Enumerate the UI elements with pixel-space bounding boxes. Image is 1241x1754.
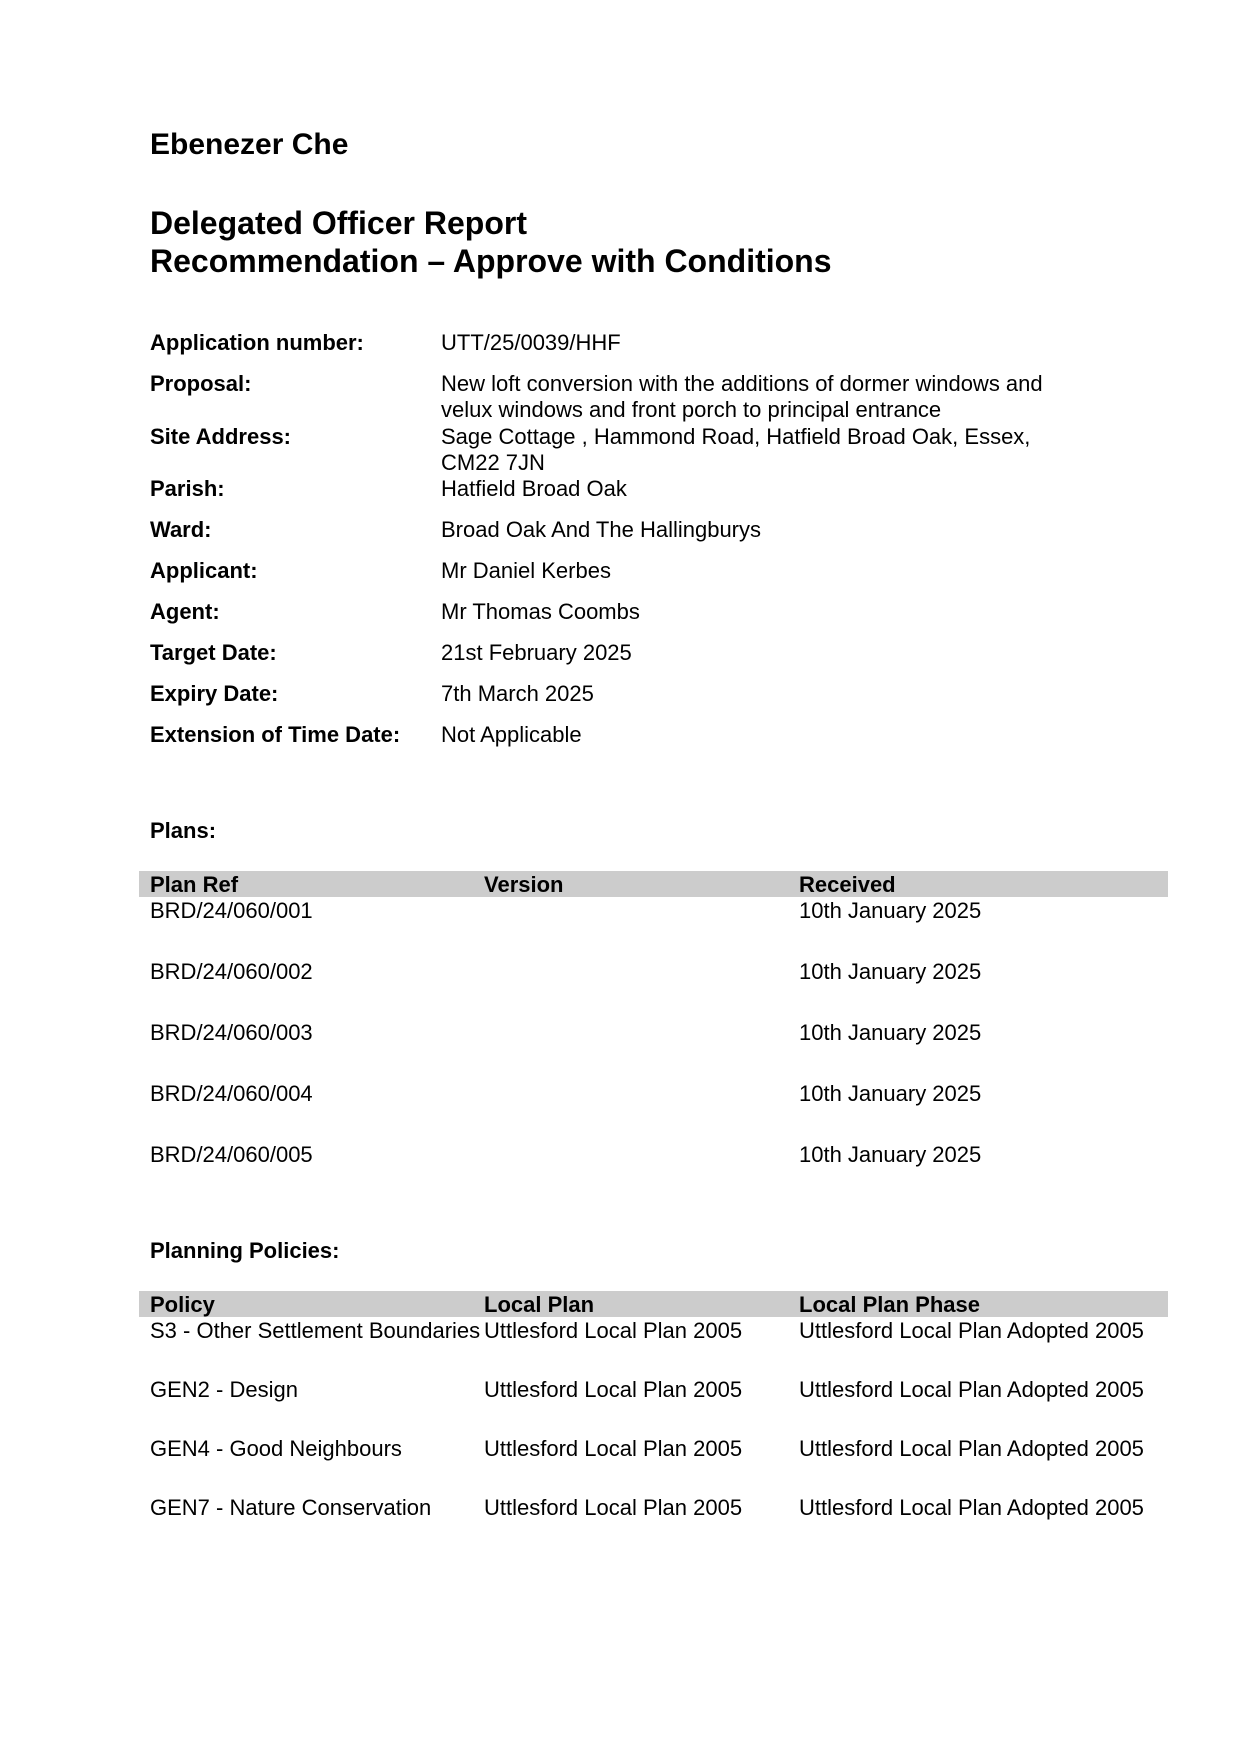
detail-row — [150, 330, 1100, 371]
detail-row — [150, 722, 1100, 763]
table-row — [139, 1019, 1168, 1080]
table-row — [139, 1317, 1168, 1376]
column-header: Version — [484, 872, 564, 897]
policy-phase: Uttlesford Local Plan Adopted 2005 — [799, 1436, 1144, 1461]
detail-label: Ward: — [150, 517, 212, 542]
report-title-line2: Recommendation – Approve with Conditions — [150, 243, 832, 279]
plan-received: 10th January 2025 — [799, 1142, 982, 1167]
detail-label: Target Date: — [150, 640, 277, 665]
plan-received: 10th January 2025 — [799, 959, 982, 984]
plans-table — [139, 871, 1168, 1202]
detail-label: Application number: — [150, 330, 364, 355]
detail-row — [150, 371, 1100, 424]
plan-version — [484, 897, 799, 958]
column-header: Policy — [150, 1292, 215, 1317]
plan-ref: BRD/24/060/001 — [150, 898, 313, 923]
detail-row — [150, 640, 1100, 681]
application-details — [150, 330, 1100, 763]
policy-name: GEN2 - Design — [150, 1377, 298, 1402]
officer-name: Ebenezer Che — [150, 128, 349, 161]
table-row — [139, 1080, 1168, 1141]
plan-version — [484, 958, 799, 1019]
detail-label: Extension of Time Date: — [150, 722, 401, 747]
column-header: Plan Ref — [150, 872, 239, 897]
policy-name: GEN4 - Good Neighbours — [150, 1436, 402, 1461]
detail-value: Not Applicable — [441, 722, 582, 747]
report-title-line1: Delegated Officer Report — [150, 205, 527, 241]
detail-label: Parish: — [150, 476, 225, 501]
plan-received: 10th January 2025 — [799, 1081, 982, 1106]
detail-value: Hatfield Broad Oak — [441, 476, 627, 501]
column-header: Local Plan — [484, 1292, 595, 1317]
plan-received: 10th January 2025 — [799, 1020, 982, 1045]
policy-local-plan: Uttlesford Local Plan 2005 — [484, 1318, 743, 1343]
table-row — [139, 1141, 1168, 1202]
plans-heading: Plans: — [150, 818, 217, 843]
policy-phase: Uttlesford Local Plan Adopted 2005 — [799, 1377, 1144, 1402]
detail-value: Broad Oak And The Hallingburys — [441, 517, 761, 542]
table-row — [139, 897, 1168, 958]
plan-version — [484, 1141, 799, 1202]
table-header — [139, 1291, 1168, 1317]
policy-name: S3 - Other Settlement Boundaries — [150, 1318, 481, 1343]
plan-ref: BRD/24/060/003 — [150, 1020, 313, 1045]
policy-local-plan: Uttlesford Local Plan 2005 — [484, 1436, 743, 1461]
policy-local-plan: Uttlesford Local Plan 2005 — [484, 1495, 743, 1520]
detail-label: Applicant: — [150, 558, 258, 583]
column-header: Received — [799, 872, 896, 897]
policies-table — [139, 1291, 1168, 1553]
plan-ref: BRD/24/060/004 — [150, 1081, 313, 1106]
table-row — [139, 1376, 1168, 1435]
policy-name: GEN7 - Nature Conservation — [150, 1495, 432, 1520]
plan-received: 10th January 2025 — [799, 898, 982, 923]
detail-row — [150, 517, 1100, 558]
table-row — [139, 1494, 1168, 1553]
plan-ref: BRD/24/060/002 — [150, 959, 313, 984]
policy-phase: Uttlesford Local Plan Adopted 2005 — [799, 1495, 1144, 1520]
detail-row — [150, 599, 1100, 640]
detail-row — [150, 558, 1100, 599]
report-title — [150, 204, 832, 280]
detail-row — [150, 476, 1100, 517]
detail-row — [150, 681, 1100, 722]
policies-heading: Planning Policies: — [150, 1238, 340, 1263]
detail-label: Proposal: — [150, 371, 252, 396]
plan-ref: BRD/24/060/005 — [150, 1142, 313, 1167]
policy-phase: Uttlesford Local Plan Adopted 2005 — [799, 1318, 1144, 1343]
detail-row — [150, 424, 1100, 476]
plan-version — [484, 1019, 799, 1080]
plan-version — [484, 1080, 799, 1141]
detail-value: Sage Cottage , Hammond Road, Hatfield Broad Oak, Essex, CM22 7JN — [441, 424, 1031, 475]
detail-label: Site Address: — [150, 424, 292, 449]
detail-value: 7th March 2025 — [441, 681, 594, 706]
column-header: Local Plan Phase — [799, 1292, 980, 1317]
detail-value: Mr Daniel Kerbes — [441, 558, 611, 583]
detail-value: 21st February 2025 — [441, 640, 632, 665]
detail-value: Mr Thomas Coombs — [441, 599, 640, 624]
table-row — [139, 958, 1168, 1019]
detail-label: Agent: — [150, 599, 220, 624]
detail-value: UTT/25/0039/HHF — [441, 330, 621, 355]
policy-local-plan: Uttlesford Local Plan 2005 — [484, 1377, 743, 1402]
table-header — [139, 871, 1168, 897]
detail-label: Expiry Date: — [150, 681, 279, 706]
detail-value: New loft conversion with the additions of dormer windows and velux windows and front porch to principal entrance — [441, 371, 1043, 422]
table-row — [139, 1435, 1168, 1494]
